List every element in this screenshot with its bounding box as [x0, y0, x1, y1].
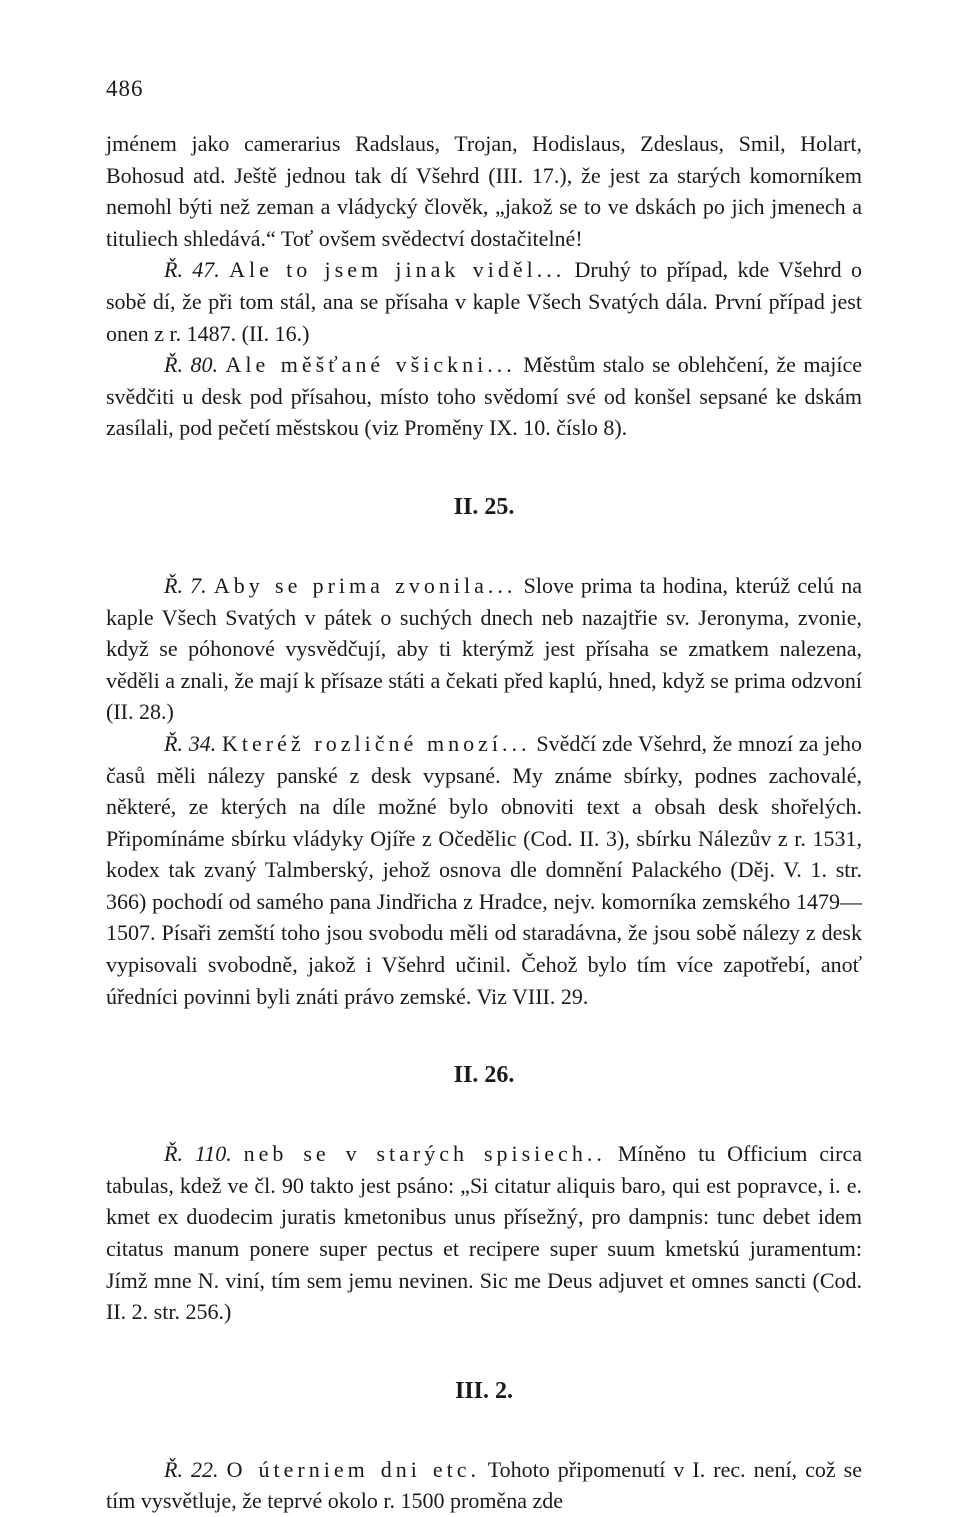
section-heading: II. 25. — [453, 493, 515, 520]
line-reference: Ř. 22. — [164, 1456, 219, 1482]
quoted-lemma: Kteréž rozličné mnozí... — [222, 730, 531, 756]
commentary-text: Slove prima ta hodina, kterúž celú na kaple Všech Svatých v pátek o suchých dnech neb nazajtřie sv. Jeronyma, zvonie, když se póhonové vysvědčují, aby ti kterýmž jest přísaha se zmatkem nalezena, věděli a znali, že mají k přísaze státi a čekati před kaplú, hned, když se prima odzvoní (II. 28.) — [106, 572, 862, 725]
paragraph — [106, 570, 862, 728]
quoted-lemma: Ale měšťané všickni... — [225, 352, 516, 378]
paragraph — [106, 1454, 862, 1517]
page-number: 486 — [106, 76, 144, 101]
commentary-text: Míněno tu Officium circa tabulas, kdež ve čl. 90 takto jest psáno: „Si citatur aliquis baro, qui est popravce, i. e. kmet ex duodecim juratis kmetonibus unus přísežný, pro dampnis: tunc debet idem citatus manum ponere super pectus et recipere super suum kmetskú juramentum: Jímž mne N. viní, tím sem jemu nevinen. Sic me Deus adjuvet et omnes sancti (Cod. II. 2. str. 256.) — [106, 1141, 863, 1325]
quoted-lemma: Aby se prima zvonila... — [213, 572, 517, 598]
commentary-text — [207, 573, 214, 598]
quoted-lemma: neb se v starých spisiech.. — [243, 1141, 606, 1167]
commentary-text: Tohoto připomenutí v I. rec. není, což se tím vysvětluje, že teprvé okolo r. 1500 proměna zde — [106, 1456, 863, 1514]
section-heading: III. 2. — [454, 1377, 514, 1404]
paragraph — [106, 254, 862, 349]
paragraph — [106, 728, 862, 1012]
line-reference: Ř. 110. — [164, 1141, 232, 1167]
line-reference: Ř. 7. — [164, 572, 207, 598]
paragraph — [106, 1138, 862, 1328]
body-text — [106, 128, 862, 1517]
quoted-lemma: O úterniem dni etc. — [226, 1456, 481, 1482]
commentary-text: Městům stalo se oblehčení, že majíce svědčiti u desk pod přísahou, místo toho svědomí své od konšel sepsané ke dskám zasílali, pod pečetí městskou (viz Proměny IX. 10. číslo 8). — [106, 352, 863, 441]
commentary-text: jménem jako camerarius Radslaus, Trojan, Hodislaus, Zdeslaus, Smil, Holart, Bohosud atd. Ještě jednou tak dí Všehrd (III. 17.), že jest za starých komorníkem nemohl býti než zeman a vládycký člověk, „jakož se to ve dskách po jich jmenech a tituliech shledává.“ Toť ovšem svědectví dostačitelné! — [106, 131, 862, 251]
commentary-text — [218, 352, 226, 377]
commentary-text — [232, 1141, 244, 1166]
section-heading: II. 26. — [453, 1062, 515, 1089]
commentary-text — [219, 1457, 227, 1482]
paragraph — [106, 349, 862, 444]
commentary-text: Svědčí zde Všehrd, že mnozí za jeho časů měli nálezy panské z desk vypsané. My známe sbírky, podnes zachovalé, některé, ze kterých na díle možné bylo obnoviti text a obsah desk shořelých. Připomínáme sbírku vládyky Ojíře z Očedělic (Cod. II. 3), sbírku Nálezův z r. 1531, kodex tak zvaný Talmberský, jehož osnova dle domnění Palackého (Děj. V. 1. str. 366) pochodí od samého pana Jindřicha z Hradce, nejv. komorníka zemského 1479—1507. Písaři zemští toho jsou svobodu měli od staradávna, že jsou sobě nálezy z desk vypisovali svobodně, jakož i Všehrd učinil. Čehož bylo tím více zapotřebí, anoť úředníci povinni byli znáti právo zemské. Viz VIII. 29. — [106, 730, 862, 1009]
commentary-text: Druhý to případ, kde Všehrd o sobě dí, že při tom stál, ana se přísaha v kaple Všech Svatých dála. První případ jest onen z r. 1487. (II. 16.) — [106, 257, 862, 346]
quoted-lemma: Ale to jsem jinak viděl... — [229, 257, 566, 283]
line-reference: Ř. 80. — [164, 352, 218, 378]
line-reference: Ř. 47. — [164, 257, 220, 283]
line-reference: Ř. 34. — [164, 730, 217, 756]
commentary-text — [220, 257, 229, 282]
paragraph — [106, 128, 862, 254]
